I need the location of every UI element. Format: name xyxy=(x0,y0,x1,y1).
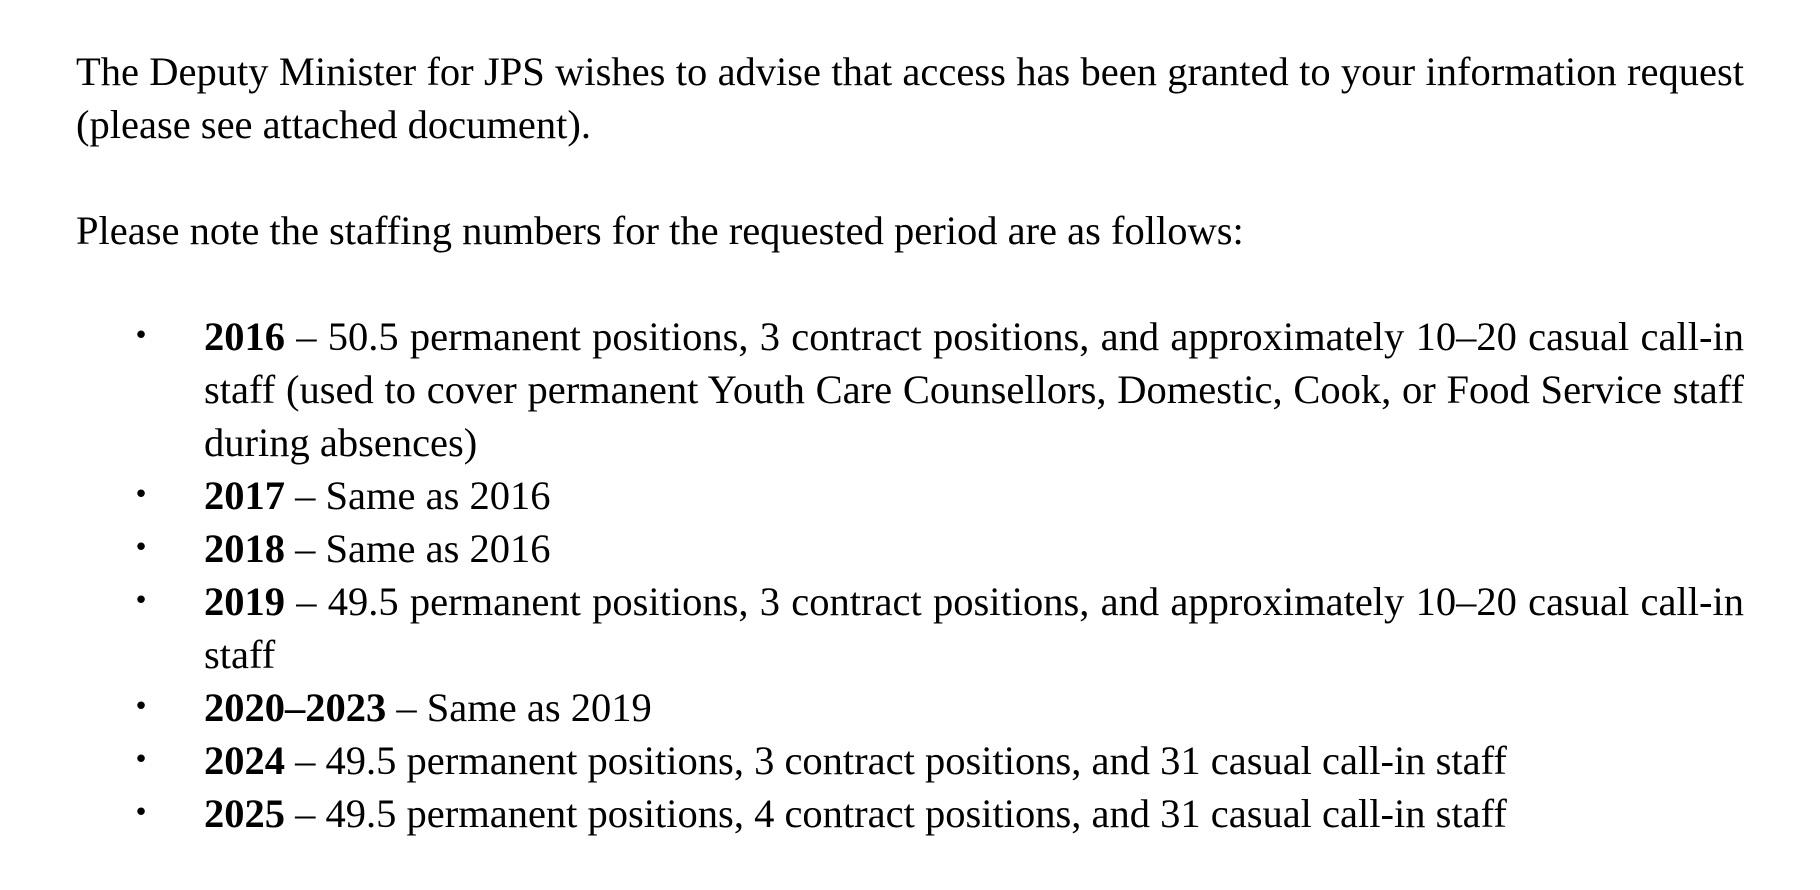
bullet-icon: • xyxy=(133,692,149,722)
staffing-year: 2019 xyxy=(204,579,285,624)
staffing-year: 2024 xyxy=(204,738,285,783)
staffing-item-2020-2023 xyxy=(76,681,1744,734)
staffing-item-2018 xyxy=(76,522,1744,575)
staffing-year: 2018 xyxy=(204,526,285,571)
staffing-detail: – Same as 2016 xyxy=(285,526,551,571)
staffing-item-2019 xyxy=(76,575,1744,681)
note-paragraph: Please note the staffing numbers for the requested period are as follows: xyxy=(76,208,1244,253)
staffing-detail: – 49.5 permanent positions, 3 contract positions, and approximately 10–20 casual call-in staff xyxy=(204,579,1744,677)
bullet-icon: • xyxy=(133,745,149,775)
staffing-item-2025 xyxy=(76,787,1744,840)
staffing-item-2017 xyxy=(76,469,1744,522)
staffing-detail: – Same as 2019 xyxy=(386,685,652,730)
staffing-item-2024 xyxy=(76,734,1744,787)
staffing-detail: – Same as 2016 xyxy=(285,473,551,518)
intro-paragraph: The Deputy Minister for JPS wishes to advise that access has been granted to your information request (please see attached document). xyxy=(76,49,1744,147)
staffing-item-2016 xyxy=(76,310,1744,469)
staffing-detail: – 49.5 permanent positions, 4 contract positions, and 31 casual call-in staff xyxy=(285,791,1507,836)
staffing-year: 2017 xyxy=(204,473,285,518)
staffing-year: 2020–2023 xyxy=(204,685,387,730)
staffing-year: 2016 xyxy=(204,314,285,359)
bullet-icon: • xyxy=(133,798,149,828)
bullet-icon: • xyxy=(133,480,149,510)
bullet-icon: • xyxy=(133,321,149,351)
bullet-icon: • xyxy=(133,533,149,563)
staffing-list xyxy=(76,310,1744,840)
staffing-detail: – 50.5 permanent positions, 3 contract positions, and approximately 10–20 casual call-in staff (used to cover permanent Youth Care Counsellors, Domestic, Cook, or Food Service staff during absences) xyxy=(204,314,1744,465)
bullet-icon: • xyxy=(133,586,149,616)
staffing-year: 2025 xyxy=(204,791,285,836)
staffing-detail: – 49.5 permanent positions, 3 contract positions, and 31 casual call-in staff xyxy=(285,738,1507,783)
